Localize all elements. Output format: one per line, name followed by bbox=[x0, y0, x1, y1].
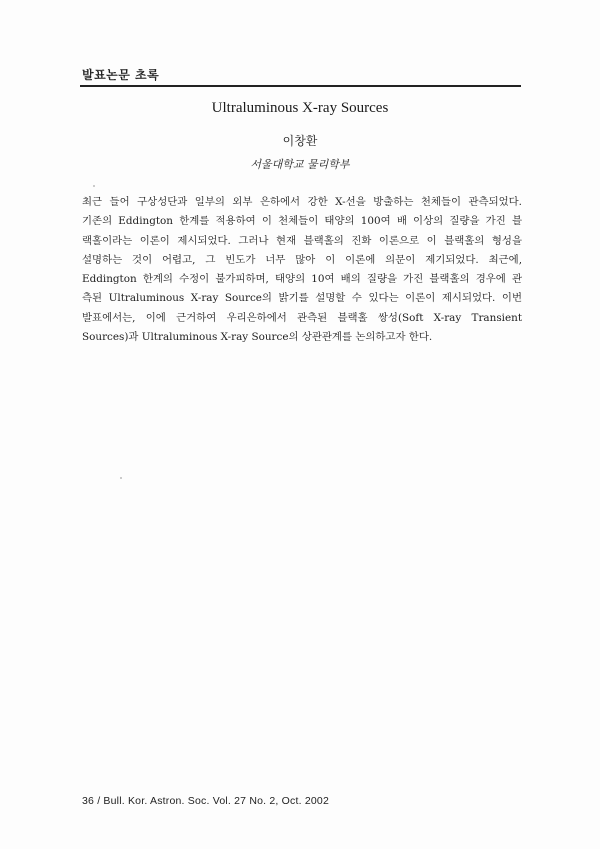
article-title: Ultraluminous X-ray Sources bbox=[211, 100, 389, 116]
abstract-body bbox=[82, 193, 522, 347]
header-rule bbox=[80, 85, 521, 87]
section-label: 발표논문 초록 bbox=[82, 68, 160, 82]
footer-citation: 36 / Bull. Kor. Astron. Soc. Vol. 27 No. 2, Oct. 2002 bbox=[82, 795, 329, 807]
abstract-line: 기존의 Eddington 한계를 적용하여 이 천체들이 태양의 100여 배 이상의 질량을 가진 블 bbox=[82, 215, 522, 228]
abstract-line: Eddington 한계의 수정이 불가피하며, 태양의 10여 배의 질량을 가진 블랙홀의 경우에 관 bbox=[82, 273, 522, 286]
author-affiliation: 서울대학교 물리학부 bbox=[250, 158, 350, 171]
abstract-line: 최근 들어 구상성단과 일부의 외부 은하에서 강한 X-선을 방출하는 천체들이 관측되었다. bbox=[82, 196, 522, 208]
abstract-line: 발표에서는, 이에 근거하여 우리은하에서 관측된 블랙홀 쌍성(Soft X-ray Transient bbox=[82, 311, 522, 324]
author-name: 이창환 bbox=[282, 134, 318, 148]
scan-speck bbox=[93, 185, 95, 187]
abstract-line: Sources)과 Ultraluminous X-ray Source의 상관관계를 논의하고자 한다. bbox=[82, 331, 433, 344]
abstract-line: 측된 Ultraluminous X-ray Source의 밝기를 설명할 수 있다는 이론이 제시되었다. 이번 bbox=[82, 292, 522, 305]
abstract-line: 설명하는 것이 어렵고, 그 빈도가 너무 많아 이 이론에 의문이 제기되었다. 최근에, bbox=[82, 253, 522, 266]
abstract-line: 랙홀이라는 이론이 제시되었다. 그러나 현재 블랙홀의 진화 이론으로 이 블랙홀의 형성을 bbox=[82, 234, 522, 247]
scan-speck bbox=[120, 477, 122, 479]
